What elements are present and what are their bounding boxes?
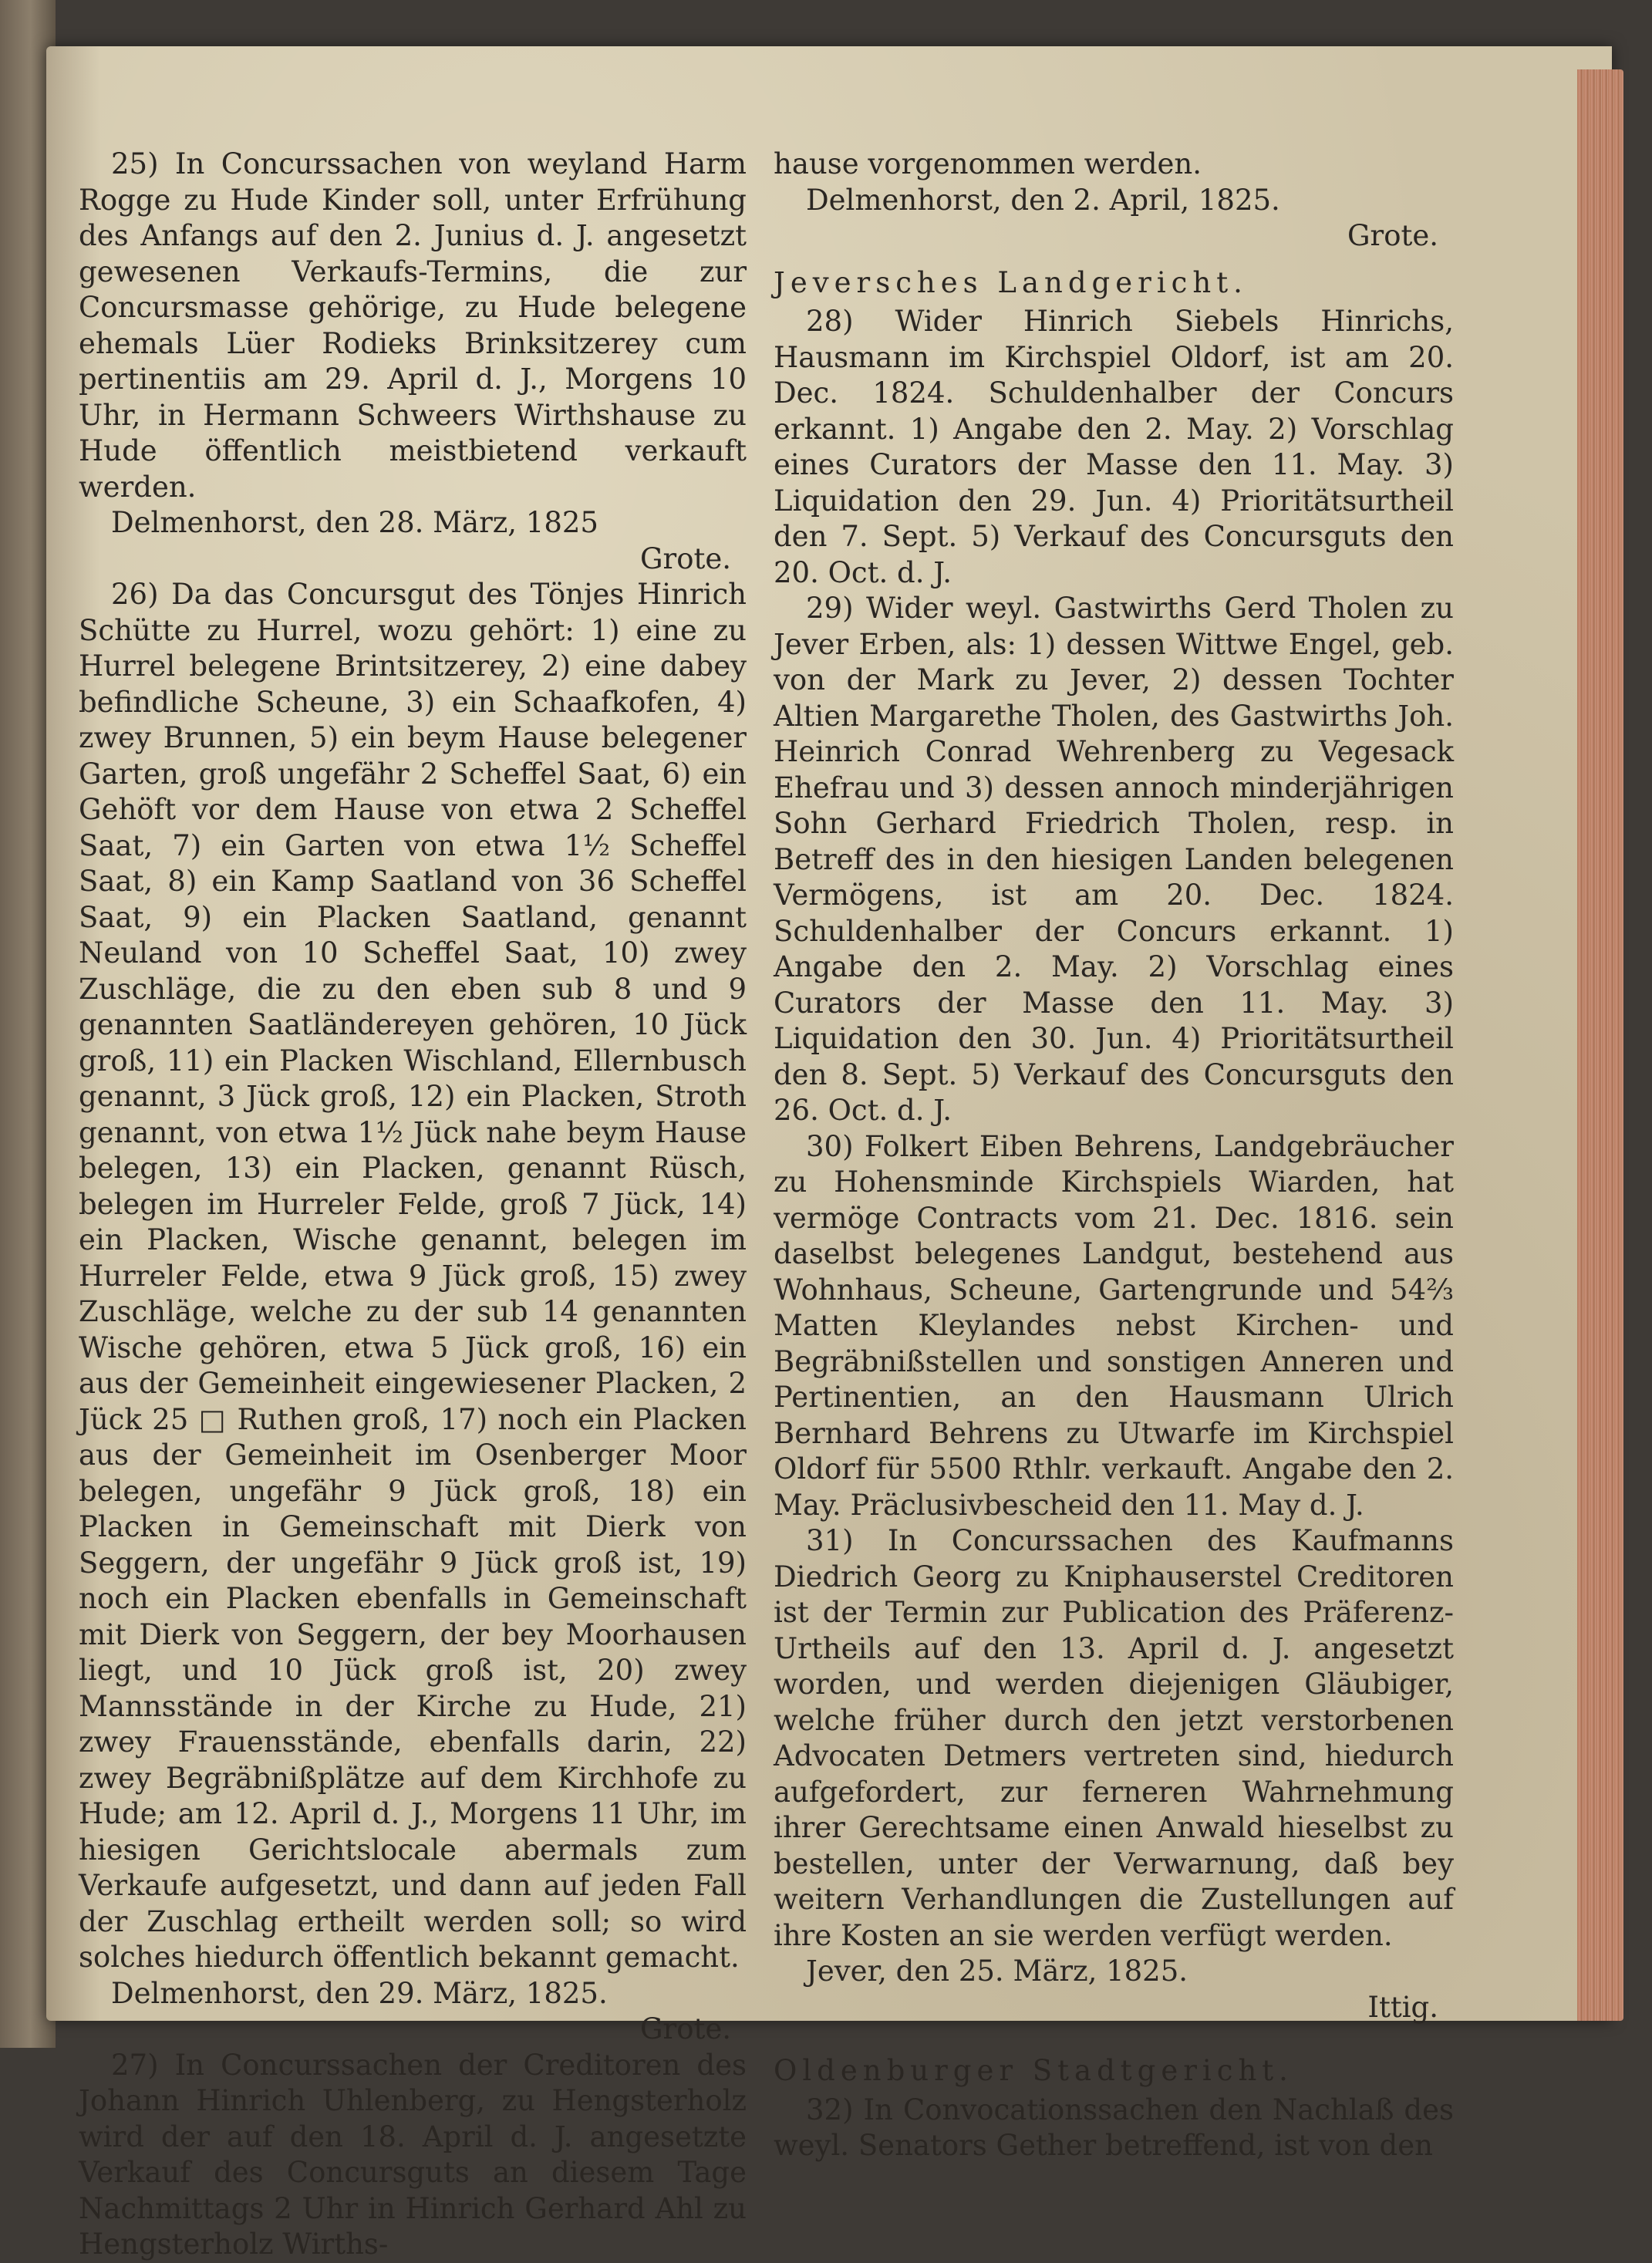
notice-29: 29) Wider weyl. Gastwirths Gerd Tholen zu Jever Erben, als: 1) dessen Wittwe Engel, geb. von der Mark zu Jever, 2) dessen Tochter Altien Margarethe Tholen, des Gastwirths Joh. Heinrich Conrad Wehrenberg zu Vegesack Ehefrau und 3) dessen annoch minderjährigen Sohn Gerhard Friedrich Tholen, resp. in Betreff des in den hiesigen Landen belegenen Vermögens, ist am 20. Dec. 1824. Schuldenhalber der Concurs erkannt. 1) Angabe den 2. May. 2) Vorschlag eines Curators der Masse den 11. May. 3) Liquidation den 30. Jun. 4) Prioritätsurtheil den 8. Sept. 5) Verkauf des Concursguts den 26. Oct. d. J. <box>774 592 1454 1127</box>
notice-26: 26) Da das Concursgut des Tönjes Hinrich Schütte zu Hurrel, wozu gehört: 1) eine zu Hurrel belegene Brintsitzerey, 2) eine dabey befindliche Scheune, 3) ein Schaafkofen, 4) zwey Brunnen, 5) ein beym Hause belegener Garten, groß ungefähr 2 Scheffel Saat, 6) ein Gehöft vor dem Hause von etwa 2 Scheffel Saat, 7) ein Garten von etwa 1½ Scheffel Saat, 8) ein Kamp Saatland von 36 Scheffel Saat, 9) ein Placken Saatland, genannt Neuland von 10 Scheffel Saat, 10) zwey Zuschläge, die zu den eben sub 8 und 9 genannten Saatländereyen gehören, 10 Jück groß, 11) ein Placken Wischland, Ellernbusch genannt, 3 Jück groß, 12) ein Placken, Stroth genannt, von etwa 1½ Jück nahe beym Hause belegen, 13) ein Placken, genannt Rüsch, belegen im Hurreler Felde, groß 7 Jück, 14) ein Placken, Wische genannt, belegen im Hurreler Felde, etwa 9 Jück groß, 15) zwey Zuschläge, welche zu der sub 14 genannten Wische gehören, etwa 5 Jück groß, 16) ein aus der Gemeinheit eingewiesener Placken, 2 Jück 25 □ Ruthen groß, 17) noch ein Placken aus der Gemeinheit im Osenberger Moor belegen, ungefähr 9 Jück groß, 18) ein Placken in Gemeinschaft mit Dierk von Seggern, der ungefähr 9 Jück groß ist, 19) noch ein Placken ebenfalls in Gemeinschaft mit Dierk von Seggern, der bey Moorhausen liegt, und 10 Jück groß ist, 20) zwey Mannsstände in der Kirche zu Hude, 21) zwey Frauensstände, ebenfalls darin, 22) zwey Begräbnißplätze auf dem Kirchhofe zu Hude; am 12. April d. J., Morgens 11 Uhr, im hiesigen Gerichtslocale abermals zum Verkaufe aufgesetzt, und dann auf jeden Fall der Zuschlag ertheilt werden soll; so wird solches hiedurch öffentlich bekannt gemacht. <box>79 578 747 1974</box>
notice-26-signature: Grote. <box>639 2012 731 2045</box>
section-heading-jever: Jeversches Landgericht. <box>774 265 1248 299</box>
notice-30: 30) Folkert Eiben Behrens, Landgebräucher zu Hohensminde Kirchspiels Wiarden, hat vermöge Contracts vom 21. Dec. 1816. sein daselbst belegenes Landgut, bestehend aus Wohnhaus, Scheune, Gartengrunde und 54⅔ Matten Kleylandes nebst Kirchen- und Begräbnißstellen und sonstigen Anneren und Pertinentien, an den Hausmann Ulrich Bernhard Behrens zu Utwarfe im Kirchspiel Oldorf für 5500 Rthlr. verkauft. Angabe den 2. May. Präclusivbescheid den 11. May d. J. <box>774 1129 1454 1522</box>
notice-28: 28) Wider Hinrich Siebels Hinrichs, Hausmann im Kirchspiel Oldorf, ist am 20. Dec. 1824. Schuldenhalber der Concurs erkannt. 1) Angabe den 2. May. 2) Vorschlag eines Curators der Masse den 11. May. 3) Liquidation den 29. Jun. 4) Prioritätsurtheil den 7. Sept. 5) Verkauf des Concursguts den 20. Oct. d. J. <box>774 305 1454 589</box>
section-gap <box>774 2025 1454 2042</box>
notice-26-date: Delmenhorst, den 29. März, 1825. <box>111 1976 608 2010</box>
notice-27-date: Delmenhorst, den 2. April, 1825. <box>806 183 1280 217</box>
notice-31-date: Jever, den 25. März, 1825. <box>806 1954 1188 1988</box>
notice-27: 27) In Concurssachen der Creditoren des Johann Hinrich Uhlenberg, zu Hengsterholz wird der auf den 18. April d. J. angesetzte Verkauf des Concursguts an diesem Tage Nachmittags 2 Uhr in Hinrich Gerhard Ahl zu Hengsterholz Wirths- <box>79 2048 747 2261</box>
notice-25: 25) In Concurssachen von weyland Harm Rogge zu Hude Kinder soll, unter Erfrühung des Anfangs auf den 2. Junius d. J. angesetzt gewesenen Verkaufs-Termins, die zur Concursmasse gehörige, zu Hude belegene ehemals Lüer Rodieks Brinksitzerey cum pertinentiis am 29. April d. J., Morgens 10 Uhr, in Hermann Schweers Wirthshause zu Hude öffentlich meistbietend verkauft werden. <box>79 147 747 504</box>
notice-25-date: Delmenhorst, den 28. März, 1825 <box>111 506 598 539</box>
left-column <box>79 147 747 2263</box>
notice-32: 32) In Convocationssachen den Nachlaß des weyl. Senators Gether betreffend, ist von den <box>774 2093 1454 2162</box>
notice-27-signature: Grote. <box>1347 219 1438 252</box>
notice-25-signature: Grote. <box>639 541 731 575</box>
section-heading-oldenburg: Oldenburger Stadtgericht. <box>774 2054 1293 2087</box>
notice-31: 31) In Concurssachen des Kaufmanns Diedrich Georg zu Kniphauserstel Creditoren ist der Termin zur Publication des Präferenz-Urtheils auf den 13. April d. J. angesetzt worden, und werden diejenigen Gläubiger, welche früher durch den jetzt verstorbenen Advocaten Detmers vertreten sind, hiedurch aufgefordert, zur ferneren Wahrnehmung ihrer Gerechtsame einen Anwald hieselbst zu bestellen, unter der Verwarnung, daß bey weitern Verhandlungen die Zustellungen auf ihre Kosten an sie werden verfügt werden. <box>774 1524 1454 1952</box>
notice-27-continued: hause vorgenommen werden. <box>774 147 1202 180</box>
page-stack-edge <box>1577 69 1623 2021</box>
right-column <box>774 147 1454 2164</box>
notice-31-signature: Ittig. <box>1367 1990 1438 2024</box>
